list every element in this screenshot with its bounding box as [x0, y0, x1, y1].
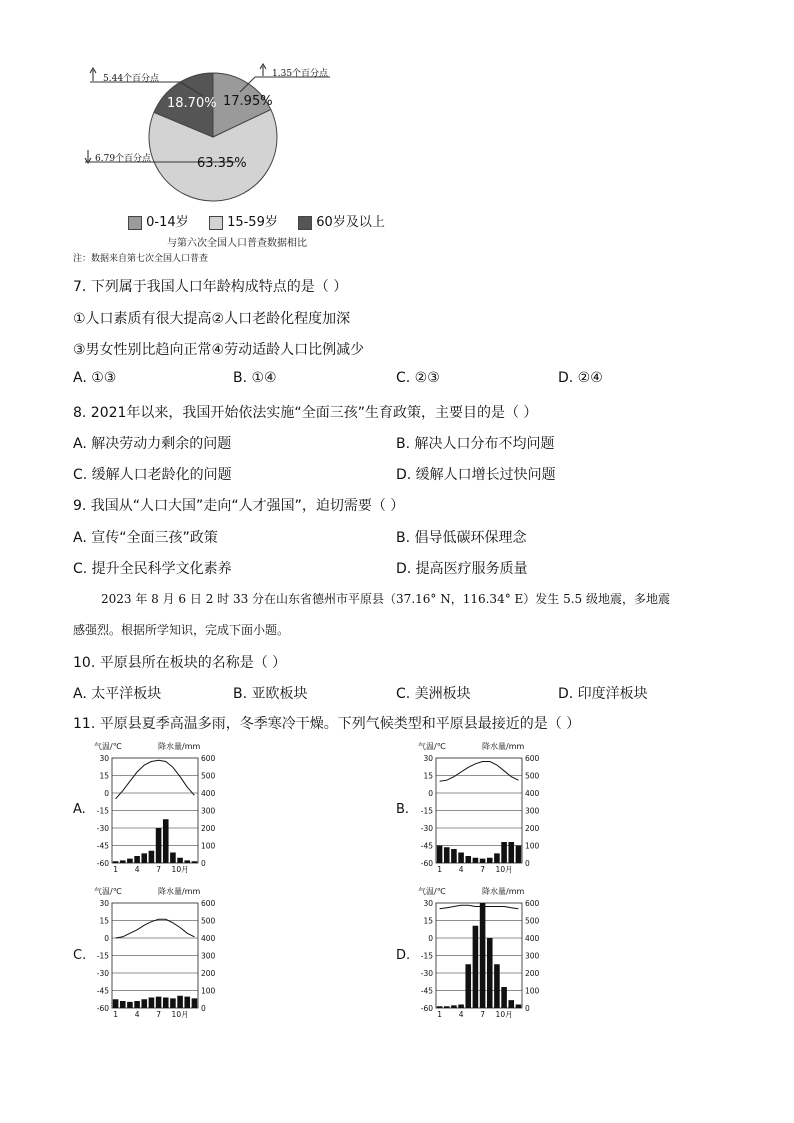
precip-tick-label: 0 [201, 859, 206, 868]
climate-chart-a [88, 740, 238, 878]
legend-label-15-59: 15-59岁 [227, 215, 278, 230]
precip-tick-label: 400 [525, 789, 540, 798]
precip-bar [451, 849, 457, 863]
precip-tick-label: 100 [525, 986, 540, 996]
precip-tick-label: 300 [201, 806, 216, 816]
slice-label-b: 63.35% [197, 156, 247, 171]
precip-tick-label: 500 [201, 916, 216, 926]
precip-tick-label: 200 [525, 969, 540, 978]
pie-caption: 与第六次全国人口普查数据相比 [167, 238, 307, 249]
precip-tick-label: 0 [525, 859, 530, 868]
precip-tick-label: 500 [525, 916, 540, 926]
precip-bar [163, 998, 169, 1009]
precip-bar [149, 998, 155, 1009]
temp-tick-label: -45 [96, 986, 109, 996]
precip-axis-title: 降水量/mm [158, 887, 201, 896]
precip-bar [501, 842, 507, 863]
precip-bar [156, 997, 162, 1008]
q9-option-b[interactable]: B. 倡导低碳环保理念 [396, 530, 527, 546]
climate-option-a[interactable]: A. [73, 802, 86, 817]
month-tick-label: 10月 [171, 1010, 189, 1019]
q9-option-c[interactable]: C. 提升全民科学文化素养 [73, 561, 232, 577]
temp-tick-label: -30 [96, 969, 109, 978]
precip-bar [508, 1000, 514, 1008]
precip-bar [444, 1006, 450, 1008]
passage-line2: 感强烈。根据所学知识，完成下面小题。 [73, 623, 290, 637]
precip-bar [473, 926, 479, 1008]
precip-bar [480, 859, 486, 863]
precip-tick-label: 0 [201, 1004, 206, 1013]
q7-option-c[interactable]: C. ②③ [396, 370, 440, 386]
precip-bar [192, 861, 198, 863]
temp-tick-label: 15 [423, 771, 433, 781]
month-tick-label: 1 [113, 1010, 118, 1019]
precip-bar [487, 858, 493, 863]
precip-tick-label: 600 [525, 899, 540, 908]
month-tick-label: 1 [437, 865, 442, 874]
temp-tick-label: -45 [420, 841, 433, 851]
precip-bar [184, 860, 190, 863]
temp-tick-label: -15 [420, 806, 433, 816]
temp-axis-title: 气温/℃ [418, 742, 446, 751]
precip-bar [458, 853, 464, 864]
q10-option-c[interactable]: C. 美洲板块 [396, 686, 471, 702]
change-label-a: 1.35个百分点 [272, 69, 329, 79]
precip-tick-label: 200 [201, 969, 216, 978]
precip-bar [508, 842, 514, 863]
climate-option-c[interactable]: C. [73, 948, 87, 963]
precip-bar [170, 853, 176, 864]
precip-tick-label: 300 [201, 951, 216, 961]
temp-tick-label: 15 [99, 916, 109, 926]
temp-tick-label: 0 [428, 789, 433, 798]
precip-bar [494, 853, 500, 863]
q8-option-c[interactable]: C. 缓解人口老龄化的问题 [73, 467, 232, 483]
q10-option-a[interactable]: A. 太平洋板块 [73, 686, 162, 702]
arrow-down-icon [85, 150, 91, 163]
precip-tick-label: 100 [525, 841, 540, 851]
q8-option-d[interactable]: D. 缓解人口增长过快问题 [396, 467, 556, 483]
precip-bar [141, 853, 147, 863]
precip-bar [177, 996, 183, 1008]
precip-axis-title: 降水量/mm [158, 742, 201, 751]
temp-tick-label: 30 [423, 899, 433, 908]
precip-axis-title: 降水量/mm [482, 887, 525, 896]
precip-bar [127, 859, 133, 863]
q10-stem: 10. 平原县所在板块的名称是（ ） [73, 655, 287, 671]
precip-bar [516, 846, 522, 864]
month-tick-label: 7 [156, 865, 161, 874]
temp-axis-title: 气温/℃ [94, 742, 122, 751]
precip-tick-label: 500 [525, 771, 540, 781]
q8-stem: 8. 2021年以来，我国开始依法实施“全面三孩”生育政策，主要目的是（ ） [73, 405, 538, 421]
precip-bar [177, 858, 183, 863]
month-tick-label: 7 [156, 1010, 161, 1019]
q9-option-a[interactable]: A. 宣传“全面三孩”政策 [73, 530, 218, 546]
climate-chart-c [88, 885, 238, 1023]
precip-bar [134, 856, 140, 863]
temp-tick-label: -15 [96, 806, 109, 816]
precip-bar [451, 1005, 457, 1008]
precip-bar [127, 1002, 133, 1008]
month-tick-label: 4 [134, 865, 140, 874]
temp-tick-label: 0 [428, 934, 433, 943]
precip-bar [120, 1001, 126, 1008]
q10-option-d[interactable]: D. 印度洋板块 [558, 686, 648, 702]
climate-chart-d [412, 885, 562, 1023]
q7-option-d[interactable]: D. ②④ [558, 370, 603, 386]
precip-tick-label: 600 [525, 754, 540, 763]
temp-tick-label: 0 [104, 934, 109, 943]
temp-tick-label: -15 [420, 951, 433, 961]
q8-option-b[interactable]: B. 解决人口分布不均问题 [396, 436, 555, 452]
q9-stem: 9. 我国从“人口大国”走向“人才强国”，迫切需要（ ） [73, 498, 405, 514]
precip-tick-label: 400 [201, 934, 216, 943]
q10-option-b[interactable]: B. 亚欧板块 [233, 686, 308, 702]
q9-option-d[interactable]: D. 提高医疗服务质量 [396, 561, 528, 577]
slice-label-a: 17.95% [223, 94, 273, 109]
precip-tick-label: 100 [201, 841, 216, 851]
climate-option-d[interactable]: D. [396, 948, 411, 963]
pie-note: 注：数据来自第七次全国人口普查 [73, 254, 209, 264]
precip-tick-label: 600 [201, 754, 216, 763]
precip-bar [494, 964, 500, 1008]
pie-legend [128, 211, 385, 230]
precip-bar [458, 1005, 464, 1009]
legend-label-0-14: 0-14岁 [146, 215, 189, 230]
precip-bar [501, 987, 507, 1008]
q7-line1: ①人口素质有很大提高②人口老龄化程度加深 [73, 311, 351, 327]
temp-tick-label: -15 [96, 951, 109, 961]
precip-bar [120, 860, 126, 863]
q11-stem: 11. 平原县夏季高温多雨，冬季寒冷干燥。下列气候类型和平原县最接近的是（ ） [73, 716, 581, 732]
q8-option-a[interactable]: A. 解决劳动力剩余的问题 [73, 436, 232, 452]
precip-bar [113, 999, 119, 1008]
precip-bar [113, 861, 119, 863]
month-tick-label: 7 [480, 865, 485, 874]
precip-bar [465, 964, 471, 1008]
month-tick-label: 1 [113, 865, 118, 874]
precip-tick-label: 300 [525, 806, 540, 816]
precip-tick-label: 400 [525, 934, 540, 943]
q7-option-a[interactable]: A. ①③ [73, 370, 117, 386]
precip-bar [437, 1006, 443, 1008]
precip-bar [149, 851, 155, 863]
temp-line [440, 905, 519, 909]
precip-tick-label: 600 [201, 899, 216, 908]
change-label-c: 5.44个百分点 [103, 74, 160, 84]
arrow-up-icon [260, 64, 266, 76]
temp-tick-label: 30 [99, 899, 109, 908]
temp-tick-label: -60 [96, 1004, 109, 1013]
month-tick-label: 4 [134, 1010, 140, 1019]
precip-bar [156, 828, 162, 863]
q7-stem: 7. 下列属于我国人口年龄构成特点的是（ ） [73, 279, 348, 295]
temp-tick-label: 15 [423, 916, 433, 926]
precip-tick-label: 100 [201, 986, 216, 996]
climate-chart-b [412, 740, 562, 878]
precip-bar [444, 847, 450, 863]
temp-tick-label: -45 [420, 986, 433, 996]
q7-line2: ③男女性别比趋向正常④劳动适龄人口比例减少 [73, 342, 365, 358]
slice-label-c: 18.70% [167, 96, 217, 111]
precip-tick-label: 200 [525, 824, 540, 833]
pie-chart [80, 62, 380, 232]
precip-tick-label: 500 [201, 771, 216, 781]
month-tick-label: 7 [480, 1010, 485, 1019]
precip-bar [465, 856, 471, 863]
precip-tick-label: 0 [525, 1004, 530, 1013]
climate-option-b[interactable]: B. [396, 802, 410, 817]
legend-swatch-60plus [298, 216, 312, 230]
temp-tick-label: 30 [423, 754, 433, 763]
temp-tick-label: -30 [420, 969, 433, 978]
temp-tick-label: -30 [96, 824, 109, 833]
precip-bar [516, 1005, 522, 1009]
precip-bar [170, 998, 176, 1008]
precip-bar [163, 819, 169, 863]
temp-axis-title: 气温/℃ [418, 887, 446, 896]
precip-bar [487, 938, 493, 1008]
temp-tick-label: 15 [99, 771, 109, 781]
month-tick-label: 1 [437, 1010, 442, 1019]
temp-line [116, 919, 195, 938]
temp-tick-label: 0 [104, 789, 109, 798]
temp-line [440, 762, 519, 782]
legend-swatch-15-59 [209, 216, 223, 230]
precip-tick-label: 300 [525, 951, 540, 961]
temp-tick-label: -60 [96, 859, 109, 868]
precip-tick-label: 200 [201, 824, 216, 833]
pie-slices [149, 73, 277, 201]
precip-tick-label: 400 [201, 789, 216, 798]
month-tick-label: 4 [458, 1010, 464, 1019]
precip-bar [184, 997, 190, 1008]
precip-bar [480, 903, 486, 1008]
precip-bar [437, 846, 443, 864]
month-tick-label: 4 [458, 865, 464, 874]
month-tick-label: 10月 [171, 865, 189, 874]
change-label-b: 6.79个百分点 [95, 154, 152, 164]
q7-option-b[interactable]: B. ①④ [233, 370, 277, 386]
month-tick-label: 10月 [495, 865, 513, 874]
temp-tick-label: -45 [96, 841, 109, 851]
temp-axis-title: 气温/℃ [94, 887, 122, 896]
legend-label-60plus: 60岁及以上 [316, 215, 385, 230]
precip-bar [473, 858, 479, 863]
precip-axis-title: 降水量/mm [482, 742, 525, 751]
month-tick-label: 10月 [495, 1010, 513, 1019]
precip-bar [141, 999, 147, 1008]
passage-line1: 2023 年 8 月 6 日 2 时 33 分在山东省德州市平原县（37.16° N，116.34° E）发生 5.5 级地震，多地震 [101, 592, 670, 606]
temp-tick-label: -30 [420, 824, 433, 833]
precip-bar [134, 1001, 140, 1008]
temp-tick-label: -60 [420, 859, 433, 868]
legend-swatch-0-14 [128, 216, 142, 230]
arrow-up-icon [90, 68, 96, 81]
temp-tick-label: -60 [420, 1004, 433, 1013]
temp-tick-label: 30 [99, 754, 109, 763]
precip-bar [192, 998, 198, 1008]
